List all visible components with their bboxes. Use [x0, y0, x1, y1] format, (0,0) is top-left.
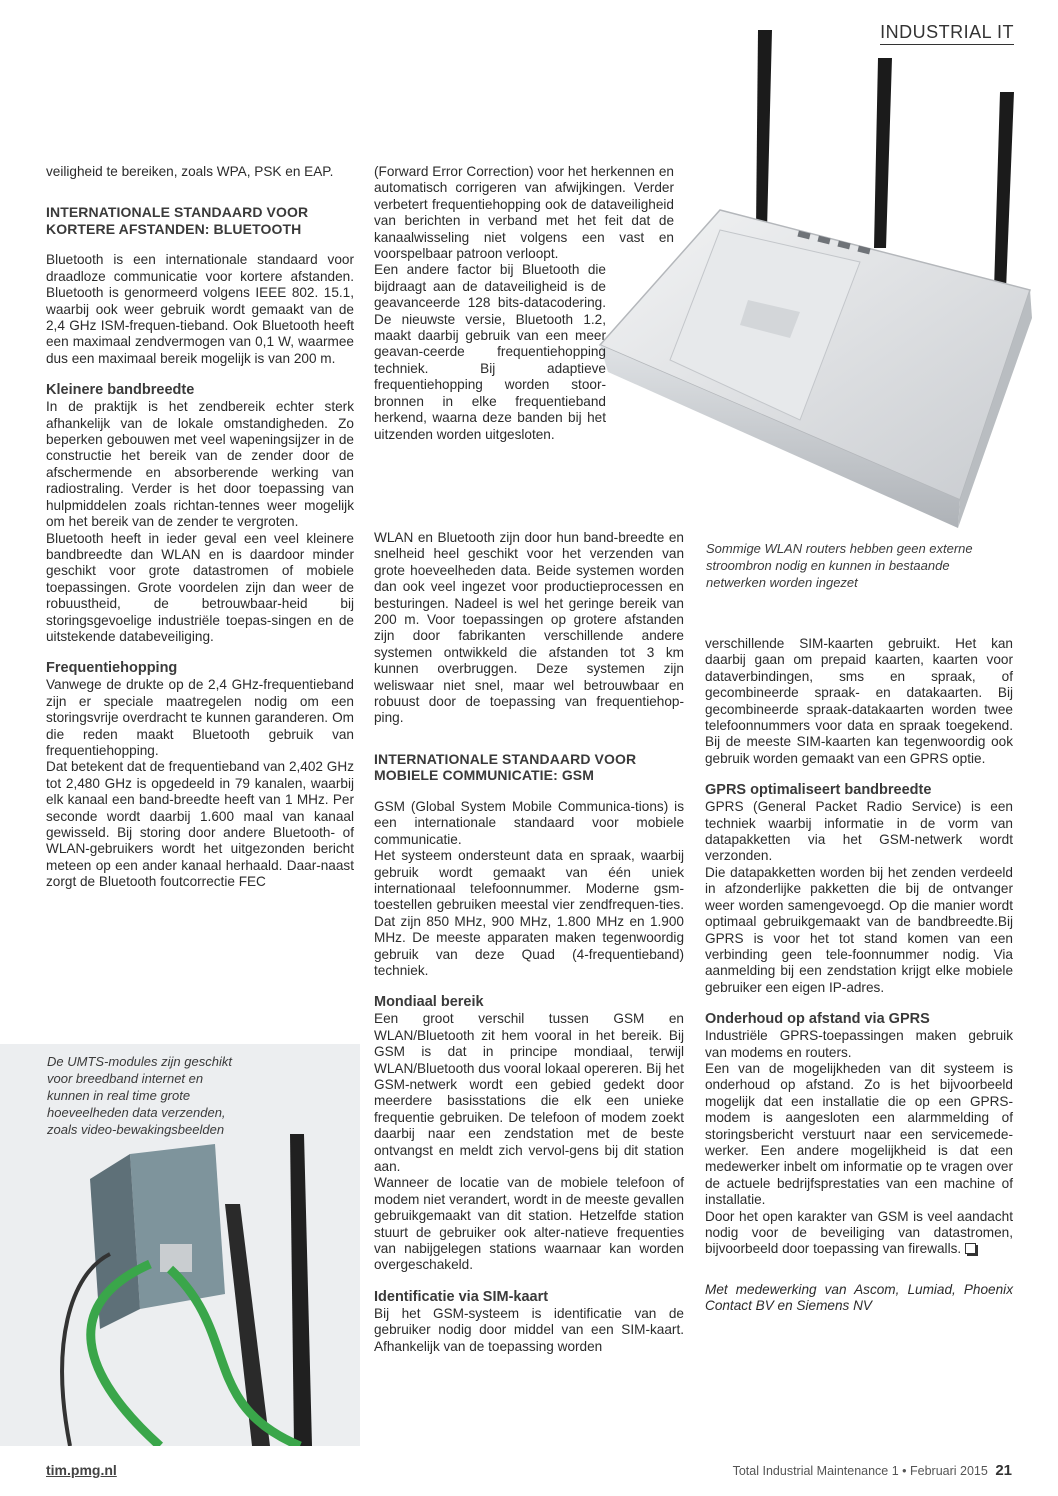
- paragraph: WLAN en Bluetooth zijn door hun band-breedte en snelheid heel geschikt voor het verzenden van grote hoeveelheden data. Beide systemen worden dan ook veel ingezet voor productieprocessen en besturingen. Nadeel is wel het geringe bereik van 200 m. Voor toepassingen op grotere afstanden zijn door fabrikanten verschillende andere systemen ontwikkeld die afstanden tot 3 km kunnen overbruggen. Deze systemen zijn weliswaar niet snel, maar wel betrouwbaar en robuust door de toepassing van frequentiehop-ping.: [374, 530, 684, 726]
- paragraph: Het systeem ondersteunt data en spraak, waarbij gebruik wordt gemaakt van één uniek internationaal telefoonnummer. Moderne gsm-toestellen gebruiken meestal vier zendfrequen-ties. Dat zijn 850 MHz, 900 MHz, 1.800 MHz en 1.900 MHz. De meeste apparaten maken tegenwoordig gebruik van deze Quad (4-frequentieband) techniek.: [374, 848, 684, 978]
- heading-onderhoud: Onderhoud op afstand via GPRS: [705, 1011, 930, 1028]
- paragraph: Wanneer de locatie van de mobiele telefoon of modem niet verandert, wordt in de meeste gevallen gebruikgemaakt van dit station. Hetzelfde station stuurt de gebruiker ook alter-natieve frequenties van nabijgelegen stations waarnaar kan worden overgeschakeld.: [374, 1175, 684, 1273]
- paragraph: Die datapakketten worden bij het zenden verdeeld in afzonderlijke pakketten die bij de ontvanger weer worden samengevoegd. Op die manier wordt optimaal gebruikgemaakt van de bandbreedte.Bij GPRS is voor het tot stand komen van een verbinding geen tele-foonnummer nodig. Via aanmelding bij een zendstation krijgt elke mobiele gebruiker een eigen IP-adres.: [705, 864, 1013, 995]
- heading-frequentiehopping: Frequentiehopping: [46, 660, 178, 677]
- paragraph: Bluetooth heeft in ieder geval een veel kleinere bandbreedte dan WLAN en is daardoor minder geschikt voor grote datastromen of mobiele toepassingen. Grote voordelen zijn dan weer de robuustheid, de betrouwbaar-heid bij storingsgevoelige industriële toepas-singen en de uitstekende databeveiliging.: [46, 530, 354, 644]
- paragraph: Industriële GPRS-toepassingen maken gebruik van modems en routers.: [705, 1028, 1013, 1060]
- paragraph: Bluetooth is een internationale standaard voor draadloze communicatie voor kortere afstanden. Bluetooth is genormeerd volgens IEEE 802. 15.1, waarbij ook weer gebruik wordt gemaakt van de 2,4 GHz ISM-frequen-tieband. Ook Bluetooth heeft een maximaal zendvermogen van 0,1 W, waarmee dus een maximaal bereik mogelijk is van 200 m.: [46, 252, 354, 366]
- credits: Met medewerking van Ascom, Lumiad, Phoenix Contact BV en Siemens NV: [705, 1281, 1013, 1314]
- column-3: [705, 636, 1013, 1315]
- paragraph: [705, 1209, 1013, 1258]
- paragraph: In de praktijk is het zendbereik echter sterk afhankelijk van de lokale omstandigheden. Zo beperken gebouwen met veel wapeningsijzer in de constructie het bereik van de zender door de afschermende en absorberende werking van radiostraling. Verder is het door toepassing van hulpmiddelen zoals richtan-tennes weer mogelijk om het bereik van de zender te vergroten.: [46, 399, 354, 530]
- heading-sim: Identificatie via SIM-kaart: [374, 1288, 549, 1305]
- heading-gsm: INTERNATIONALE STANDAARD VOOR MOBIELE COMMUNICATIE: GSM: [374, 750, 637, 784]
- umts-caption: De UMTS-modules zijn geschikt voor breedband internet en kunnen in real time grote hoeveelheden data verzenden, zoals video-bewakingsbeelden: [47, 1054, 232, 1137]
- column-2-top: [374, 164, 684, 443]
- publication-text: Total Industrial Maintenance 1 • Februari 2015: [732, 1464, 988, 1478]
- paragraph: Dat betekent dat de frequentieband van 2,402 GHz tot 2,480 GHz is opgedeeld in 79 kanalen, waarbij elk kanaal een band-breedte heeft van 1 MHz. Per seconde wordt daarbij 1.600 maal van kanaal gewisseld. Bij storing door andere Bluetooth- of WLAN-gebruikers wordt het uitgezonden bericht meteen op een ander kanaal herhaald. Daar-naast zorgt de Bluetooth foutcorrectie FEC: [46, 759, 354, 890]
- page-number: 21: [995, 1462, 1012, 1479]
- end-mark-icon: [965, 1243, 976, 1254]
- paragraph: GSM (Global System Mobile Communica-tions) is een internationale standaard voor mobiele communicatie.: [374, 798, 684, 847]
- column-2: [374, 530, 684, 1355]
- section-label: INDUSTRIAL IT: [880, 22, 1014, 45]
- heading-gprs: GPRS optimaliseert bandbreedte: [705, 782, 932, 799]
- paragraph: veiligheid te bereiken, zoals WPA, PSK en EAP.: [46, 164, 334, 179]
- paragraph: (Forward Error Correction) voor het herkennen en automatisch corrigeren van afwijkingen. Verder verbetert frequentiehopping ook de dataveiligheid van berichten in verband met het feit dat de kanaalwisseling niet volgens een vast en voorspelbaar patroon verloopt.: [374, 164, 674, 262]
- paragraph: verschillende SIM-kaarten gebruikt. Het kan daarbij gaan om prepaid kaarten, kaarten voor dataverbindingen, sms en spraak, of gecombineerde spraak- en datakaarten. Bij gecombineerde spraak-datakaarten worden twee telefoonnummers voor data en spraak toegekend. Bij de meeste SIM-kaarten kan tegenwoordig ook gebruik worden gemaakt van een GPRS optie.: [705, 636, 1013, 766]
- paragraph-text: Door het open karakter van GSM is veel aandacht nodig voor de beveiliging van datastromen, bijvoorbeeld door toepassing van firewalls.: [705, 1208, 1013, 1257]
- paragraph: GPRS (General Packet Radio Service) is een techniek waarbij informatie in de vorm van datapakketten via het GSM-netwerk wordt verzonden.: [705, 799, 1013, 864]
- heading-bluetooth: INTERNATIONALE STANDAARD VOOR KORTERE AFSTANDEN: BLUETOOTH: [46, 204, 309, 237]
- column-1: [46, 164, 354, 891]
- heading-bandbreedte: Kleinere bandbreedte: [46, 382, 195, 399]
- footer-site-link[interactable]: tim.pmg.nl: [46, 1462, 117, 1478]
- paragraph: Een groot verschil tussen GSM en WLAN/Bluetooth zit hem vooral in het bereik. Bij GSM is dat in principe mondiaal, terwijl WLAN/Bluetooth dus vooral lokaal opereren. Bij het GSM-netwerk wordt een gebied gedekt door meerdere basisstations die elk een unieke frequentie gebruiken. De telefoon of modem zoekt daarbij naar een zendstation met de beste ontvangst en meldt zich vervol-gens bij dit station aan.: [374, 1011, 684, 1174]
- heading-mondiaal: Mondiaal bereik: [374, 994, 484, 1011]
- paragraph: Een andere factor bij Bluetooth die bijdraagt aan de dataveiligheid is de geavanceerde 128 bits-datacodering. De nieuwste versie, Bluetooth 1.2, maakt daarbij gebruik van een meer geavan-ceerde frequentiehopping techniek. Bij adaptieve frequentiehopping worden stoor-bronnen in elke frequentieband herkend, waarna deze banden bij het uitzenden worden uitgesloten.: [374, 262, 606, 442]
- paragraph: Een van de mogelijkheden van dit systeem is onderhoud op afstand. Zo is het bijvoorbeeld mogelijk dat een installatie die op een GPRS-modem is aangesloten een alarmmelding of storingsbericht verstuurt naar een servicemede-werker. Een andere mogelijkheid is dat een medewerker inbelt om informatie op te vragen over de actuele bedrijfsprestaties van een machine of installatie.: [705, 1060, 1013, 1208]
- paragraph: Vanwege de drukte op de 2,4 GHz-frequentieband zijn er speciale maatregelen nodig om een storingsvrije overdracht te kunnen garanderen. Om die reden maakt Bluetooth gebruik van frequentiehopping.: [46, 677, 354, 758]
- footer-publication: [733, 1462, 1012, 1479]
- paragraph: Bij het GSM-systeem is identificatie van de gebruiker nodig door middel van een SIM-kaart. Afhankelijk van de toepassing worden: [374, 1305, 684, 1354]
- wlan-caption: Sommige WLAN routers hebben geen externe stroombron nodig en kunnen in bestaande netwerken worden ingezet: [706, 541, 973, 590]
